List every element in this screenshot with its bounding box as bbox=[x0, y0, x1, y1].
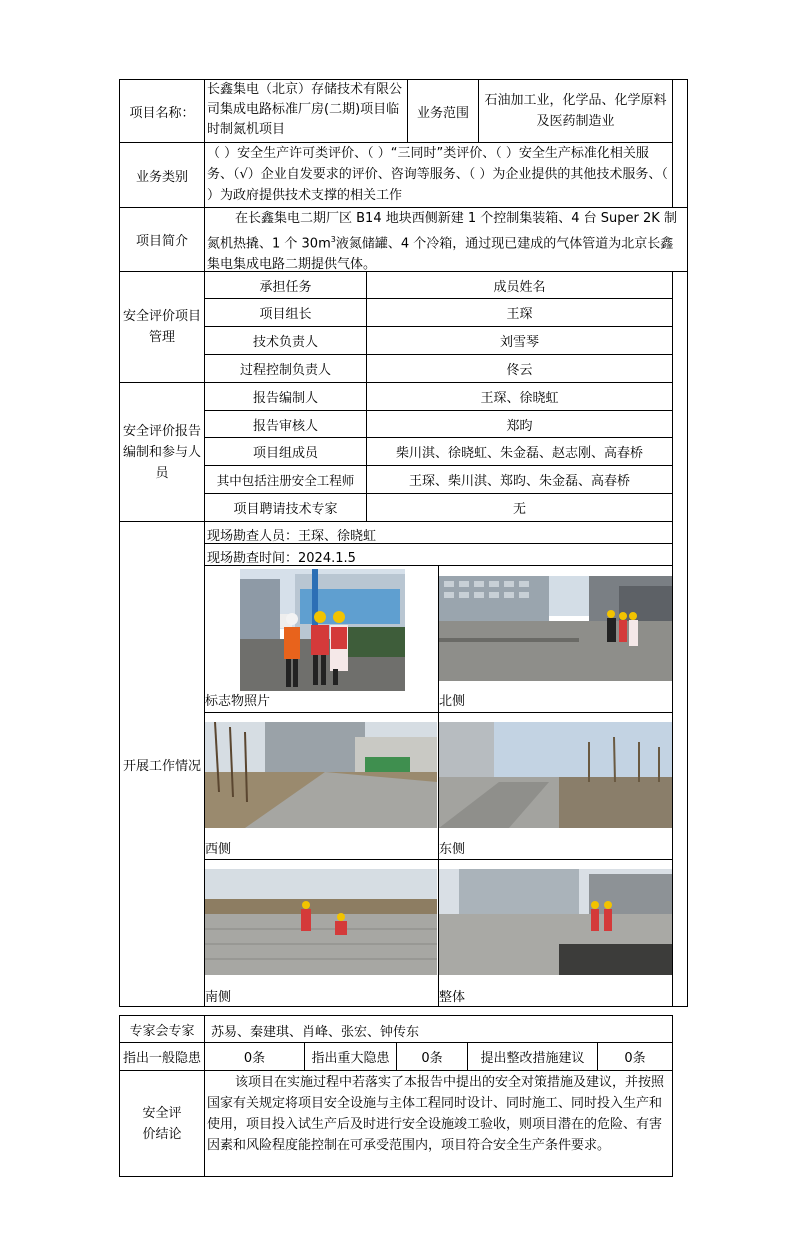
conclusion-value: 该项目在实施过程中若落实了本报告中提出的安全对策措施及建议，并按照国家有关规定将项目安全设施与主体工程同时设计、同时施工、同时投入生产和使用，项目投入试生产后及时进行安全设施竣工验收，则项目潜在的危险、有害因素和风险程度能控制在可承受范围内，项目符合安全生产条件要求。 bbox=[204, 1070, 673, 1177]
landmark-photo bbox=[240, 569, 405, 691]
survey-time: 现场勘查时间：2024.1.5 bbox=[204, 543, 673, 566]
management-role: 项目组长 bbox=[204, 298, 367, 327]
conclusion-label: 安全评价结论 bbox=[119, 1070, 205, 1177]
intro-text-a: 在长鑫集电二期厂区 B14 地块西侧新建 1 个控制集装箱、4 台 Super 2K 制氮机热撬、1 个 30m bbox=[207, 211, 677, 252]
management-role: 过程控制负责人 bbox=[204, 354, 367, 383]
report-staff-role: 项目聘请技术专家 bbox=[204, 493, 367, 522]
report-staff-name: 王琛、柴川淇、郑昀、朱金磊、高春桥 bbox=[366, 465, 673, 494]
general-hazard-label: 指出一般隐患 bbox=[119, 1042, 205, 1071]
survey-people: 现场勘查人员：王琛、徐晓虹 bbox=[204, 521, 673, 544]
report-staff-role: 其中包括注册安全工程师 bbox=[204, 465, 367, 494]
management-name: 佟云 bbox=[366, 354, 673, 383]
management-header-name: 成员姓名 bbox=[366, 271, 673, 299]
east-side-photo bbox=[439, 722, 672, 828]
photo-caption: 东侧 bbox=[439, 842, 466, 857]
project-intro-label: 项目简介 bbox=[119, 207, 205, 272]
project-intro-value bbox=[204, 207, 688, 272]
business-category-label: 业务类别 bbox=[119, 142, 205, 208]
photo-caption: 整体 bbox=[439, 990, 466, 1005]
management-name: 刘雪琴 bbox=[366, 326, 673, 355]
south-side-photo bbox=[205, 869, 437, 975]
report-staff-name: 王琛、徐晓虹 bbox=[366, 382, 673, 411]
major-hazard-value: 0条 bbox=[396, 1042, 468, 1071]
management-section-label: 安全评价项目管理 bbox=[119, 271, 205, 383]
business-scope-label: 业务范围 bbox=[407, 79, 479, 143]
report-staff-role: 报告审核人 bbox=[204, 410, 367, 438]
business-scope-value: 石油加工业，化学品、化学原料及医药制造业 bbox=[478, 79, 673, 143]
work-section-label: 开展工作情况 bbox=[119, 521, 205, 1007]
management-header-role: 承担任务 bbox=[204, 271, 367, 299]
report-staff-role: 报告编制人 bbox=[204, 382, 367, 411]
north-side-photo bbox=[439, 576, 672, 681]
intro-text-b: 液氮储罐、4 个冷箱，通过现已建成的气体管道为北京长鑫集电集成电路二期提供气体。 bbox=[207, 236, 674, 273]
project-name-label: 项目名称： bbox=[119, 79, 205, 143]
business-category-value: （ ）安全生产许可类评价、（ ）“三同时”类评价、（ ）安全生产标准化相关服务、（√）企业自发要求的评价、咨询等服务、（ ）为企业提供的其他技术服务、（ ）为政府提供技术支撑的相关工作 bbox=[204, 142, 673, 208]
report-staff-name: 无 bbox=[366, 493, 673, 522]
photo-caption: 西侧 bbox=[205, 842, 232, 857]
overall-photo bbox=[439, 869, 672, 975]
report-staff-role: 项目组成员 bbox=[204, 437, 367, 466]
project-name-value: 长鑫集电（北京）存储技术有限公司集成电路标准厂房(二期)项目临时制氮机项目 bbox=[204, 79, 408, 143]
intro-superscript: 3 bbox=[330, 235, 336, 244]
report-staff-section-label: 安全评价报告编制和参与人员 bbox=[119, 382, 205, 522]
management-name: 王琛 bbox=[366, 298, 673, 327]
rectification-label: 提出整改措施建议 bbox=[467, 1042, 598, 1071]
photo-caption: 北侧 bbox=[439, 694, 466, 709]
experts-label: 专家会专家 bbox=[119, 1015, 205, 1043]
rectification-value: 0条 bbox=[597, 1042, 673, 1071]
experts-value: 苏易、秦建琪、肖峰、张宏、钟传东 bbox=[204, 1015, 673, 1043]
west-side-photo bbox=[205, 722, 437, 828]
report-staff-name: 郑昀 bbox=[366, 410, 673, 438]
major-hazard-label: 指出重大隐患 bbox=[304, 1042, 397, 1071]
photo-caption: 标志物照片 bbox=[205, 694, 271, 709]
report-staff-name: 柴川淇、徐晓虹、朱金磊、赵志刚、高春桥 bbox=[366, 437, 673, 466]
general-hazard-value: 0条 bbox=[204, 1042, 305, 1071]
photo-caption: 南侧 bbox=[205, 990, 232, 1005]
management-role: 技术负责人 bbox=[204, 326, 367, 355]
